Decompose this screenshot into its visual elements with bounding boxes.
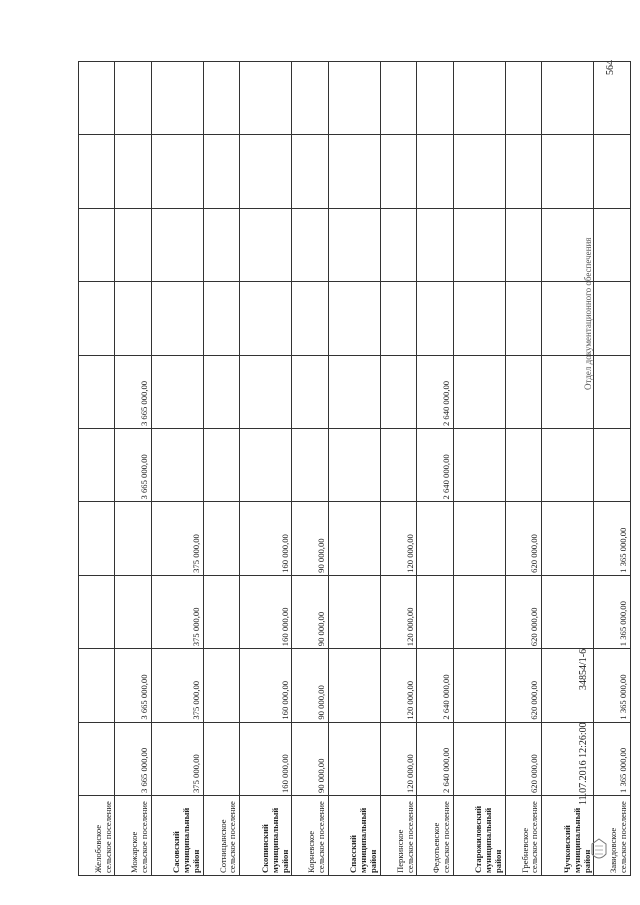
value-cell xyxy=(292,208,328,281)
value-cell: 2 640 000,00 xyxy=(417,355,453,428)
value-cell: 160 000,00 xyxy=(240,649,292,722)
value-cell: 1 365 000,00 xyxy=(594,502,631,575)
value-cell: 120 000,00 xyxy=(381,649,417,722)
value-cell xyxy=(151,208,203,281)
value-cell xyxy=(292,282,328,355)
row-name: Сотницынское сельское поселение xyxy=(203,796,239,876)
value-cell: 120 000,00 xyxy=(381,722,417,795)
value-cell: 1 365 000,00 xyxy=(594,722,631,795)
value-cell xyxy=(79,575,115,648)
value-cell: 90 000,00 xyxy=(292,575,328,648)
value-cell xyxy=(328,282,380,355)
value-cell: 90 000,00 xyxy=(292,722,328,795)
value-cell xyxy=(505,208,541,281)
value-cell xyxy=(292,355,328,428)
value-cell xyxy=(292,429,328,502)
value-cell xyxy=(203,282,239,355)
value-cell xyxy=(381,135,417,208)
value-cell xyxy=(417,502,453,575)
value-cell xyxy=(328,62,380,135)
value-cell xyxy=(240,62,292,135)
value-cell xyxy=(328,208,380,281)
value-cell xyxy=(151,429,203,502)
value-cell xyxy=(542,502,594,575)
budget-table xyxy=(78,61,631,876)
value-cell xyxy=(542,429,594,502)
value-cell xyxy=(203,355,239,428)
table-row xyxy=(79,62,115,876)
value-cell xyxy=(115,208,151,281)
value-cell xyxy=(594,135,631,208)
value-cell xyxy=(417,135,453,208)
value-cell xyxy=(151,135,203,208)
value-cell xyxy=(328,429,380,502)
page-number: 564 xyxy=(605,60,616,75)
value-cell xyxy=(79,135,115,208)
value-cell: 90 000,00 xyxy=(292,502,328,575)
value-cell xyxy=(594,208,631,281)
value-cell xyxy=(328,722,380,795)
value-cell: 2 640 000,00 xyxy=(417,429,453,502)
value-cell xyxy=(328,502,380,575)
value-cell: 120 000,00 xyxy=(381,502,417,575)
value-cell xyxy=(79,62,115,135)
value-cell: 3 665 000,00 xyxy=(115,355,151,428)
value-cell: 3 665 000,00 xyxy=(115,429,151,502)
value-cell xyxy=(79,502,115,575)
value-cell xyxy=(453,649,505,722)
value-cell: 620 000,00 xyxy=(505,502,541,575)
table-row xyxy=(328,62,380,876)
row-name: Корневское сельское поселение xyxy=(292,796,328,876)
value-cell: 1 365 000,00 xyxy=(594,575,631,648)
value-cell xyxy=(151,62,203,135)
table-row xyxy=(115,62,151,876)
value-cell xyxy=(594,282,631,355)
row-name: Чучковский муниципальный район xyxy=(542,796,594,876)
value-cell xyxy=(381,282,417,355)
value-cell xyxy=(151,282,203,355)
value-cell xyxy=(115,502,151,575)
value-cell xyxy=(203,649,239,722)
table-row xyxy=(417,62,453,876)
value-cell xyxy=(79,722,115,795)
value-cell xyxy=(79,355,115,428)
value-cell xyxy=(417,282,453,355)
row-name: Завидовское сельское поселение xyxy=(594,796,631,876)
value-cell: 120 000,00 xyxy=(381,575,417,648)
table-row xyxy=(292,62,328,876)
value-cell xyxy=(203,575,239,648)
value-cell xyxy=(240,135,292,208)
value-cell xyxy=(115,575,151,648)
value-cell xyxy=(328,135,380,208)
value-cell xyxy=(328,649,380,722)
value-cell xyxy=(203,208,239,281)
value-cell: 160 000,00 xyxy=(240,722,292,795)
footer-stamp: Отдел документационного обеспечения xyxy=(583,237,593,390)
rotated-table-wrapper xyxy=(78,61,631,876)
table-row xyxy=(594,62,631,876)
value-cell xyxy=(328,355,380,428)
value-cell xyxy=(79,208,115,281)
row-name: Федотьевское сельское поселение xyxy=(417,796,453,876)
value-cell: 90 000,00 xyxy=(292,649,328,722)
value-cell xyxy=(417,62,453,135)
value-cell xyxy=(453,429,505,502)
value-cell xyxy=(203,62,239,135)
table-row xyxy=(505,62,541,876)
value-cell xyxy=(203,722,239,795)
value-cell xyxy=(203,429,239,502)
value-cell xyxy=(453,502,505,575)
value-cell: 1 365 000,00 xyxy=(594,649,631,722)
value-cell xyxy=(240,208,292,281)
value-cell: 375 000,00 xyxy=(151,502,203,575)
value-cell xyxy=(328,575,380,648)
table-row xyxy=(151,62,203,876)
value-cell xyxy=(505,282,541,355)
value-cell: 620 000,00 xyxy=(505,575,541,648)
value-cell xyxy=(203,502,239,575)
row-name: Желобовское сельское поселение xyxy=(79,796,115,876)
value-cell xyxy=(203,135,239,208)
value-cell xyxy=(417,575,453,648)
value-cell xyxy=(453,62,505,135)
value-cell xyxy=(505,429,541,502)
value-cell xyxy=(594,355,631,428)
value-cell xyxy=(453,722,505,795)
value-cell: 2 640 000,00 xyxy=(417,649,453,722)
value-cell xyxy=(594,429,631,502)
value-cell xyxy=(381,429,417,502)
value-cell xyxy=(292,135,328,208)
value-cell xyxy=(453,575,505,648)
table-body xyxy=(79,62,631,876)
row-name: Можарское сельское поселение xyxy=(115,796,151,876)
value-cell: 620 000,00 xyxy=(505,722,541,795)
value-cell xyxy=(542,135,594,208)
value-cell: 2 640 000,00 xyxy=(417,722,453,795)
table-row xyxy=(381,62,417,876)
value-cell: 3 665 000,00 xyxy=(115,722,151,795)
value-cell xyxy=(240,282,292,355)
row-name: Скопинский муниципальный район xyxy=(240,796,292,876)
table-row xyxy=(203,62,239,876)
row-name: Перкинское сельское поселение xyxy=(381,796,417,876)
value-cell: 620 000,00 xyxy=(505,649,541,722)
value-cell: 160 000,00 xyxy=(240,502,292,575)
value-cell xyxy=(79,429,115,502)
value-cell xyxy=(79,282,115,355)
value-cell xyxy=(115,135,151,208)
value-cell xyxy=(79,649,115,722)
value-cell: 375 000,00 xyxy=(151,722,203,795)
value-cell xyxy=(505,62,541,135)
value-cell xyxy=(453,135,505,208)
value-cell xyxy=(292,62,328,135)
emblem-icon xyxy=(588,836,610,866)
row-name: Гребневское сельское поселение xyxy=(505,796,541,876)
value-cell xyxy=(542,575,594,648)
value-cell xyxy=(381,208,417,281)
value-cell xyxy=(453,282,505,355)
value-cell xyxy=(453,208,505,281)
value-cell xyxy=(115,282,151,355)
value-cell xyxy=(505,355,541,428)
value-cell xyxy=(542,62,594,135)
footer-datetime: 11.07.2016 12:26:00 xyxy=(578,722,589,805)
footer-doc-id: 34854/1-6 xyxy=(578,648,589,690)
value-cell xyxy=(594,62,631,135)
row-name: Старожиловский муниципальный район xyxy=(453,796,505,876)
row-name: Спасский муниципальный район xyxy=(328,796,380,876)
value-cell xyxy=(453,355,505,428)
row-name: Сасовский муниципальный район xyxy=(151,796,203,876)
value-cell xyxy=(240,429,292,502)
value-cell: 160 000,00 xyxy=(240,575,292,648)
value-cell xyxy=(151,355,203,428)
value-cell xyxy=(417,208,453,281)
value-cell xyxy=(381,355,417,428)
value-cell: 3 665 000,00 xyxy=(115,649,151,722)
table-row xyxy=(240,62,292,876)
value-cell xyxy=(381,62,417,135)
value-cell xyxy=(505,135,541,208)
value-cell: 375 000,00 xyxy=(151,575,203,648)
value-cell xyxy=(240,355,292,428)
value-cell: 375 000,00 xyxy=(151,649,203,722)
value-cell xyxy=(115,62,151,135)
table-row xyxy=(453,62,505,876)
